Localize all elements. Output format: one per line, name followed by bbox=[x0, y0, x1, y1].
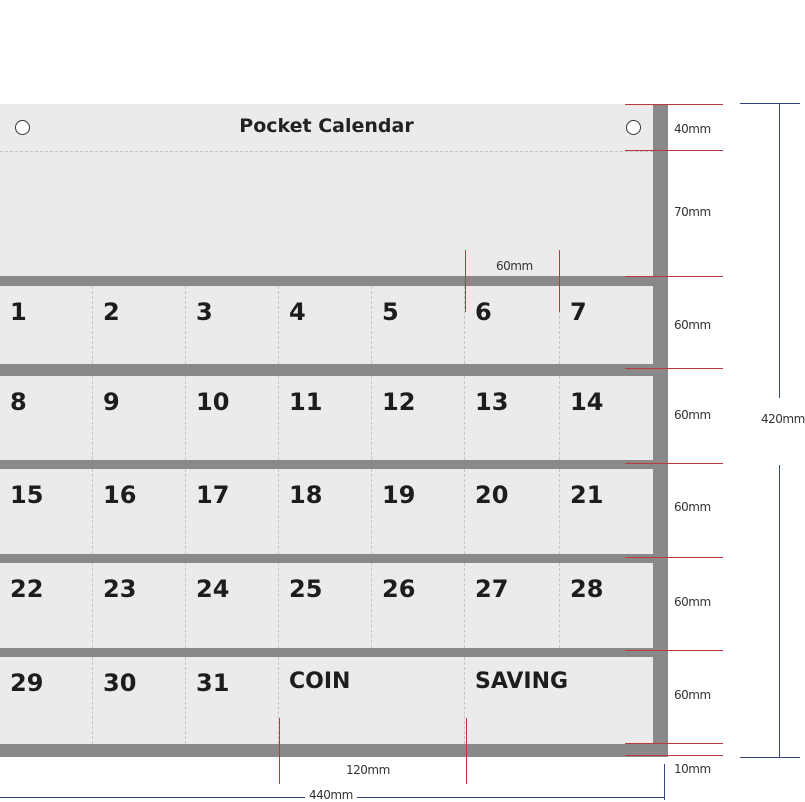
day-pocket bbox=[372, 286, 465, 364]
day-number: 29 bbox=[10, 669, 44, 697]
calendar-title: Pocket Calendar bbox=[239, 115, 414, 137]
day-pocket bbox=[560, 376, 653, 460]
day-number: 17 bbox=[196, 481, 230, 509]
day-pocket bbox=[93, 469, 186, 554]
day-pocket bbox=[279, 286, 372, 364]
pocket-row-5 bbox=[0, 657, 653, 744]
day-number: 16 bbox=[103, 481, 137, 509]
day-number: 20 bbox=[475, 481, 509, 509]
day-pocket bbox=[186, 469, 279, 554]
total-width-right-tick bbox=[664, 764, 665, 800]
day-pocket bbox=[0, 376, 93, 460]
day-pocket bbox=[93, 376, 186, 460]
dim-row1-label: 60mm bbox=[674, 318, 711, 332]
dim-header-label: 40mm bbox=[674, 122, 711, 136]
day-number: 3 bbox=[196, 298, 213, 326]
dim-top-space-label: 70mm bbox=[674, 205, 711, 219]
day-number: 23 bbox=[103, 575, 137, 603]
day-pocket bbox=[560, 286, 653, 364]
dim-line bbox=[625, 650, 723, 651]
dim-row4-label: 60mm bbox=[674, 595, 711, 609]
day-number: 24 bbox=[196, 575, 230, 603]
dim-line bbox=[625, 743, 723, 744]
dim-row2-label: 60mm bbox=[674, 408, 711, 422]
day-pocket bbox=[560, 469, 653, 554]
dim-line bbox=[625, 150, 723, 151]
dim-total-height-label: 420mm bbox=[761, 412, 805, 426]
dim-line bbox=[625, 463, 723, 464]
dim-total-width-label: 440mm bbox=[305, 788, 357, 802]
day-pocket bbox=[186, 376, 279, 460]
day-number: 21 bbox=[570, 481, 604, 509]
coin-label: COIN bbox=[289, 669, 351, 694]
day-pocket bbox=[279, 376, 372, 460]
total-height-top-tick bbox=[740, 103, 800, 104]
day-pocket bbox=[93, 657, 186, 744]
day-number: 14 bbox=[570, 388, 604, 416]
day-pocket bbox=[0, 563, 93, 648]
dim-line bbox=[625, 368, 723, 369]
total-height-line-upper bbox=[779, 103, 780, 398]
day-number: 4 bbox=[289, 298, 306, 326]
saving-label: SAVING bbox=[475, 669, 569, 694]
dim-pocket-width-label: 60mm bbox=[496, 259, 533, 273]
dim-line bbox=[625, 104, 723, 105]
day-pocket bbox=[0, 469, 93, 554]
day-pocket bbox=[465, 286, 560, 364]
dim-line bbox=[625, 557, 723, 558]
saving-pocket bbox=[465, 657, 653, 744]
day-number: 12 bbox=[382, 388, 416, 416]
dim-tick bbox=[559, 250, 560, 312]
day-number: 5 bbox=[382, 298, 399, 326]
day-number: 28 bbox=[570, 575, 604, 603]
day-number: 18 bbox=[289, 481, 323, 509]
pocket-row-3 bbox=[0, 469, 653, 554]
dim-tick bbox=[466, 718, 467, 784]
day-pocket bbox=[0, 286, 93, 364]
day-number: 15 bbox=[10, 481, 44, 509]
day-pocket bbox=[372, 376, 465, 460]
dim-tick bbox=[465, 250, 466, 312]
dim-row3-label: 60mm bbox=[674, 500, 711, 514]
day-number: 9 bbox=[103, 388, 120, 416]
day-pocket bbox=[93, 563, 186, 648]
coin-pocket bbox=[279, 657, 465, 744]
day-number: 19 bbox=[382, 481, 416, 509]
dim-row5-label: 60mm bbox=[674, 688, 711, 702]
day-pocket bbox=[279, 563, 372, 648]
day-pocket bbox=[465, 376, 560, 460]
day-number: 7 bbox=[570, 298, 587, 326]
day-number: 8 bbox=[10, 388, 27, 416]
day-pocket bbox=[0, 657, 93, 744]
dim-bottom-label: 10mm bbox=[674, 762, 711, 776]
day-pocket bbox=[465, 469, 560, 554]
day-number: 26 bbox=[382, 575, 416, 603]
day-pocket bbox=[372, 469, 465, 554]
day-pocket bbox=[279, 469, 372, 554]
pocket-row-4 bbox=[0, 563, 653, 648]
day-number: 10 bbox=[196, 388, 230, 416]
day-pocket bbox=[93, 286, 186, 364]
top-panel bbox=[0, 152, 653, 276]
day-pocket bbox=[186, 657, 279, 744]
day-number: 2 bbox=[103, 298, 120, 326]
day-pocket bbox=[560, 563, 653, 648]
dim-tick bbox=[279, 718, 280, 784]
pocket-row-1 bbox=[0, 286, 653, 364]
day-pocket bbox=[186, 563, 279, 648]
day-number: 1 bbox=[10, 298, 27, 326]
day-pocket bbox=[465, 563, 560, 648]
dim-line bbox=[625, 276, 723, 277]
day-pocket bbox=[186, 286, 279, 364]
day-number: 13 bbox=[475, 388, 509, 416]
total-height-bottom-tick bbox=[740, 757, 800, 758]
total-height-line-lower bbox=[779, 465, 780, 757]
pocket-row-2 bbox=[0, 376, 653, 460]
day-number: 30 bbox=[103, 669, 137, 697]
dim-big-pocket-width-label: 120mm bbox=[346, 763, 390, 777]
day-number: 31 bbox=[196, 669, 230, 697]
day-number: 6 bbox=[475, 298, 492, 326]
day-number: 27 bbox=[475, 575, 509, 603]
day-number: 11 bbox=[289, 388, 323, 416]
dim-line bbox=[625, 755, 723, 756]
day-number: 22 bbox=[10, 575, 44, 603]
day-number: 25 bbox=[289, 575, 323, 603]
day-pocket bbox=[372, 563, 465, 648]
